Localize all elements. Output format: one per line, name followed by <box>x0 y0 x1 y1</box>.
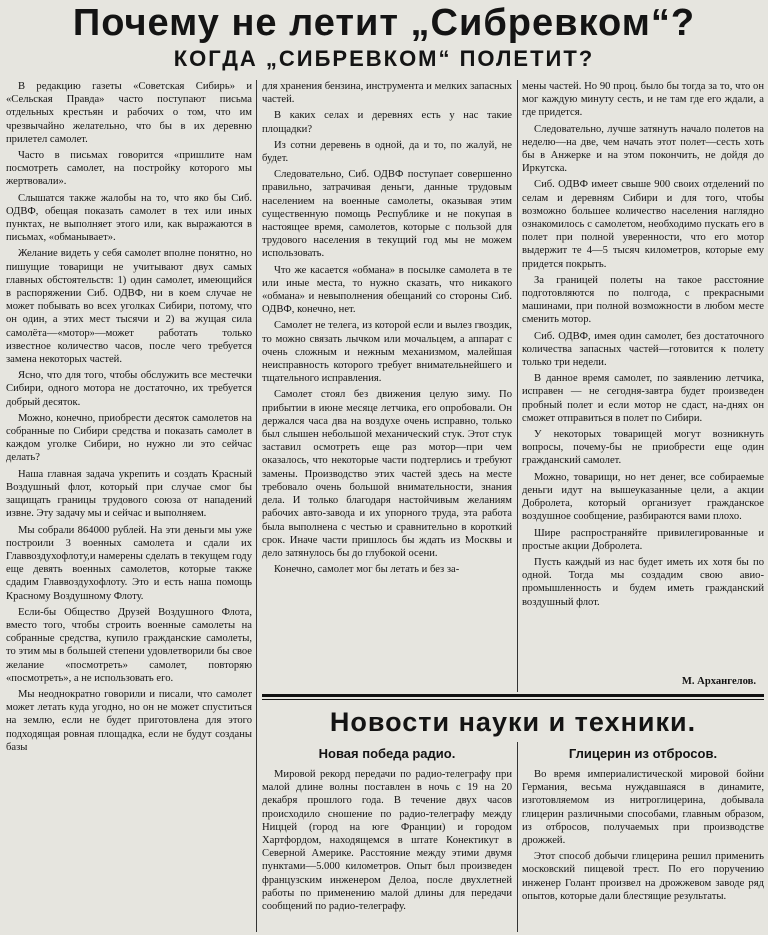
paragraph: Из сотни деревень в одной, да и то, по жалуй, не будет. <box>262 139 512 165</box>
news-item-title: Новая победа радио. <box>318 746 456 761</box>
paragraph: Что же касается «обмана» в посылке самолета в те или иные места, то нужно сказать, что никакого «обмана» и невыполнения обещаний со стороны Сиб. ОДВФ, конечно, нет. <box>262 264 512 316</box>
column-divider <box>517 80 518 692</box>
section-divider <box>262 699 764 700</box>
column-divider <box>256 80 257 932</box>
paragraph: В редакцию газеты «Советская Сибирь» и «Сельская Правда» часто поступают письма отдельных крестьян и рабочих о том, что им чрезвычайно желательно, что бы в их деревню прилетел самолет. <box>6 81 252 145</box>
news-item-title: Глицерин из отбросов. <box>568 746 718 761</box>
paragraph: Наша главная задача укрепить и создать Красный Воздушный флот, который при случае смог бы защищать границы трудового союза от нападений извне. Эту задачу мы и сейчас и выполняем. <box>6 468 252 520</box>
paragraph: Следовательно, Сиб. ОДВФ поступает совершенно правильно, затрачивая деньги, данные трудовым населением на военные самолеты, оказывая этим существенную помощь Республике и не покупая в настоящее время, самолетов, которые с пользой для трудового населения в текущий год мы не можем использовать. <box>262 169 512 260</box>
paragraph: В данное время самолет, по заявлению летчика, исправен — не сегодня-завтра будет произведен пробный полет и если мотор не сдаст, на-днях он сможет отправиться в полет по Сибири. <box>522 373 764 424</box>
paragraph: Если-бы Общество Друзей Воздушного Флота, вместо того, чтобы строить военные самолеты на собранные средства, купило гражданские самолеты, то этим мы в большей степени удовлетворили бы свое желание «посмотреть» самолет, повторяю «посмотреть», а не использовать его. <box>6 606 252 684</box>
paragraph: Мировой рекорд передачи по радио-телеграфу при малой длине волны поставлен в ночь с 19 на 20 декабря прошлого года. В течение двух часов происходило сношение по радио-телеграфу между Ниццей (город на юге Франции) и городом Хартфордом, находящемся в штате Конектикут в Северной Америке. Расстояние между этими двумя пунктами—5.000 километров. Опыт был произведен французским инженером Делоа, после двухлетней работы по применению малой длины для передачи сообщений по радио-телеграфу. <box>262 769 512 913</box>
paragraph: для хранения бензина, инструмента и мелких запасных частей. <box>262 81 512 106</box>
paragraph: В каких селах и деревнях есть у нас такие площадки? <box>262 110 512 135</box>
paragraph: Самолет не телега, из которой если и вылез гвоздик, то можно связать лычком или мочальцем, а аппарат с очень сложным и нежным механизмом, малейшая неисправность которого требует внимательнейшего и тщательного исправления. <box>262 320 512 385</box>
article-column-1 <box>6 80 252 932</box>
article-column-2 <box>262 80 512 690</box>
paragraph: Следовательно, лучше затянуть начало полетов на неделю—на две, чем начать этот полет—сесть хоть бы в Анжерке и на этом покончить, не дойдя до Иркутска. <box>522 123 764 175</box>
news-item-1 <box>262 768 512 932</box>
column-divider <box>517 742 518 932</box>
paragraph: мены частей. Но 90 проц. было бы тогда за то, что он мог каждую минуту сесть, и не там где его ждали, а где придется. <box>522 81 764 119</box>
paragraph: Слышатся также жалобы на то, что яко бы Сиб. ОДВФ, обещая показать самолет в тех или иных пунктах, не выполняет этого или, как выражаются в письмах, «обманывает». <box>6 192 252 244</box>
paragraph: Конечно, самолет мог бы летать и без за- <box>274 564 460 576</box>
news-section-title: Новости науки и техники. <box>329 707 697 737</box>
paragraph: Сиб. ОДВФ, имея один самолет, без достаточного количества запасных частей—готовится к полету только три недели. <box>522 330 764 369</box>
paragraph: Ясно, что для того, чтобы обслужить все местечки Сибири, одного мотора не достаточно, их требуется добрый десяток. <box>6 370 252 408</box>
paragraph: За границей полеты на такое расстояние подготовляются по полгода, с прекрасными машинами, при полной возможности в любом месте сменить мотор. <box>522 274 764 326</box>
paragraph: Шире распространяйте привилегированные и простые акции Добролета. <box>522 527 764 552</box>
paragraph: Мы неоднократно говорили и писали, что самолет может летать куда угодно, но он не может спуститься на землю, если не будет приготовлена для этого подходящая ровная площадка, если не будут созданы базы <box>6 688 252 753</box>
page-headline: Почему не летит „Сибревком“? <box>72 2 696 44</box>
paragraph: Этот способ добычи глицерина решил применить московский пищевой трест. По его поручению инженер Голант произвел на дрожжевом заводе ряд опытов, которые дали блестящие результаты. <box>522 851 764 902</box>
paragraph: Мы собрали 864000 рублей. На эти деньги мы уже построили 3 военных самолета и сдали их Главвоздухофлоту,и намерены сделать в текущем году еще девять военных самолетов, которые также сдадим Главвоздухофлоту. Это и есть наша помощь Красному Воздушному Флоту. <box>6 524 252 602</box>
paragraph: Во время империалистической мировой бойни Германия, весьма нуждавшаяся в динамите, изготовляемом из нитроглицерина, добывала глицерин различными способами, главным образом, из отбросов, получаемых при производстве дрожжей. <box>522 769 764 847</box>
paragraph: Можно, товарищи, но нет денег, все собираемые деньги идут на вышеуказанные цели, а акции Добролета, который организует гражданское воздушное сообщение, разбираются вами плохо. <box>522 471 764 523</box>
paragraph: Часто в письмах говорится «пришлите нам посмотреть самолет, на постройку которого мы жертвовали». <box>6 150 252 188</box>
news-item-2 <box>522 768 764 932</box>
article-column-3 <box>522 80 764 690</box>
paragraph: Можно, конечно, приобрести десяток самолетов на собранные по Сибири средства и показать самолет в каждом уголке Сибири, но нужно ли это сейчас делать? <box>6 412 252 464</box>
page-subheadline: КОГДА „СИБРЕВКОМ“ ПОЛЕТИТ? <box>173 46 595 71</box>
section-divider <box>262 694 764 697</box>
paragraph: Самолет стоял без движения целую зиму. По прибытии в июне месяце летчика, его опробовали. Он держался часа два на воздухе очень исправно, только был слышен небольшой механический стук. Этот стук заставил осмотреть еще раз мотор—при чем оказалось, что некоторые части подтерлись и требуют замены. Производство этих частей здесь на месте требовало очень большой внимательности, знания дела. И только благодаря настойчивым желаниям рабочих авто-завода и их упорного труда, эта работа была выполнена с честью и сравнительно в короткий срок. Иначе части пришлось бы ждать из Москвы и дело затянулось бы до глубокой осени. <box>262 389 512 559</box>
paragraph: Пусть каждый из нас будет иметь их хотя бы по одной. Тогда мы создадим свою авио-промышленность и будем иметь гражданский воздушный флот. <box>522 556 764 608</box>
article-signature: М. Архангелов. <box>681 676 756 687</box>
paragraph: У некоторых товарищей могут возникнуть вопросы, почему-бы не приобрести еще один гражданский самолет. <box>522 429 764 467</box>
paragraph: Сиб. ОДВФ имеет свыше 900 своих отделений по селам и деревням Сибири и для того, чтобы возможно большее количество населения наглядно ознакомилось с самолетом, необходимо пускать его в полет при полной уверенности, что его мотор выдержит те 4—5 тысяч километров, которые ему придется покрыть. <box>522 179 764 270</box>
paragraph: Желание видеть у себя самолет вполне понятно, но пишущие товарищи не учитывают двух самых главных обстоятельств: 1) один самолет, имеющийся в распоряжении Сиб. ОДВФ, ни в коем случае не может побывать во всех уголках Сибири, потому, что он один, а этих мест тысячи и 2) ва жущая сила самолёта—«мотор»—может работать только известное количество часов, после чего требуется замена некоторых частей. <box>6 248 252 366</box>
